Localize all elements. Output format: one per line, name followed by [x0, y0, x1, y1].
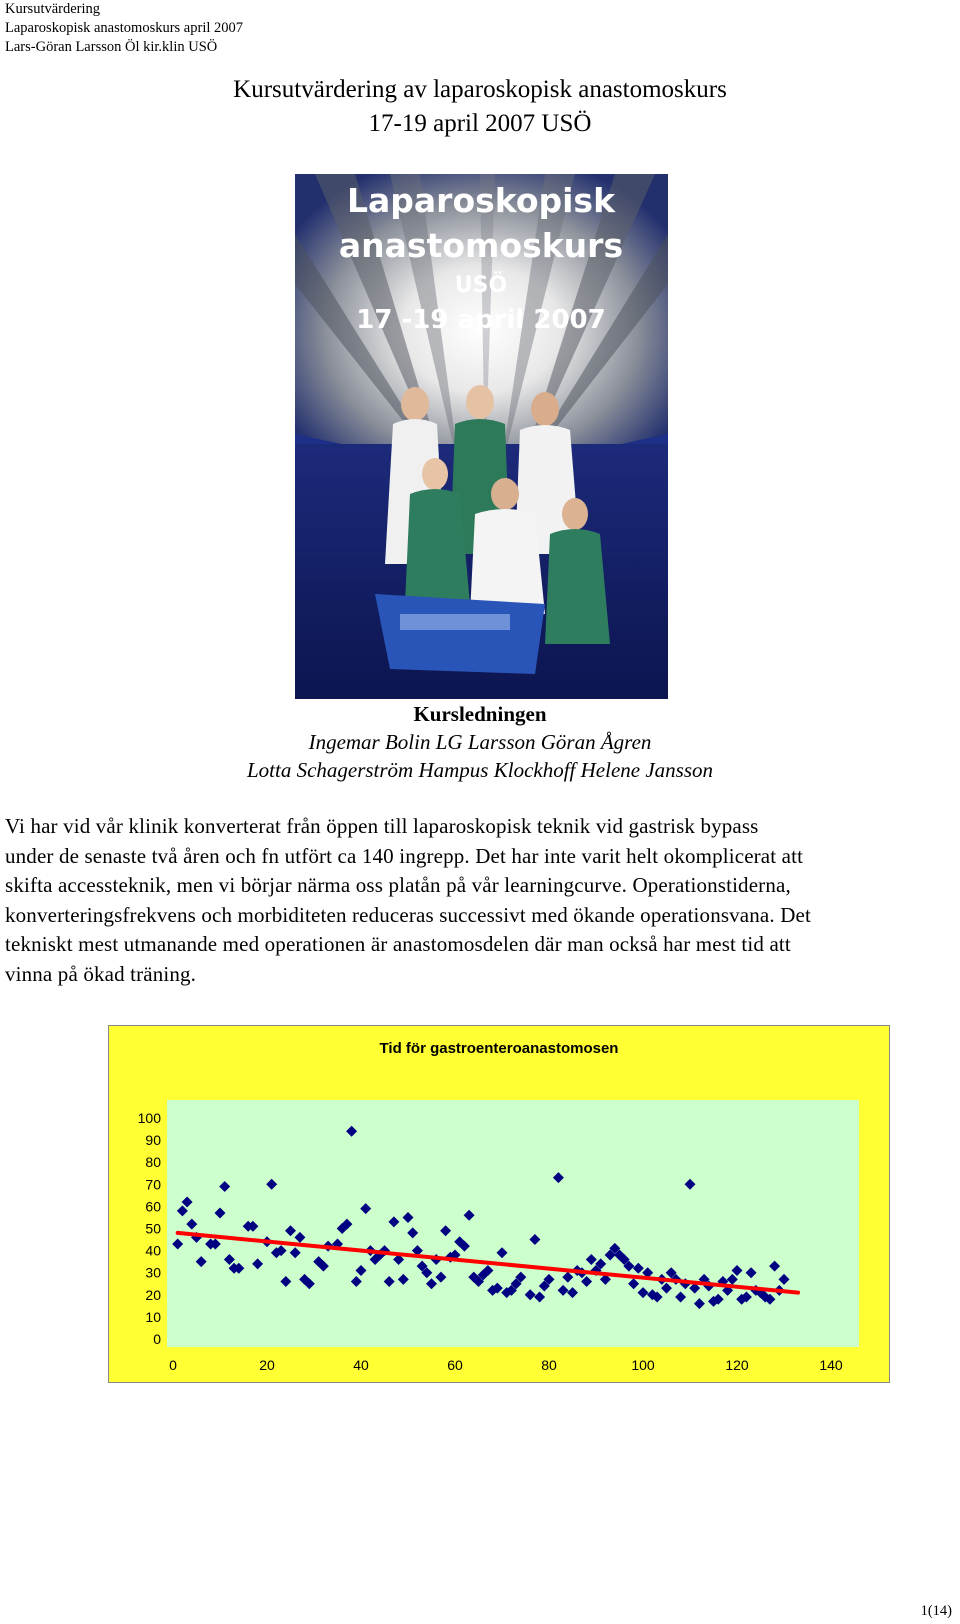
- course-leaders-heading: Kursledningen: [413, 702, 547, 726]
- chart-plot-area: [167, 1100, 859, 1347]
- body-line-5: tekniskt mest utmanande med operationen är anastomosdelen där man också har mest tid att: [5, 932, 791, 956]
- body-line-3: skifta accessteknik, men vi börjar närma oss platån på vår learningcurve. Operationstiderna,: [5, 873, 791, 897]
- poster-location: USÖ: [454, 273, 508, 298]
- body-line-4: konverteringsfrekvens och morbiditeten reduceras successivt med ökande operationsvana. Det: [5, 902, 811, 927]
- course-leaders-names-2: Lotta Schagerström Hampus Klockhoff Helene Jansson: [246, 758, 714, 782]
- anastomosis-time-chart: [108, 1025, 890, 1383]
- title-line-2: 17-19 april 2007 USÖ: [368, 110, 592, 137]
- chart-title: Tid för gastroenteroanastomosen: [379, 1040, 619, 1057]
- chart-svg: [109, 1026, 889, 1382]
- x-tick-label: 140: [819, 1357, 843, 1373]
- x-tick-label: 100: [631, 1357, 655, 1373]
- y-tick-label: 80: [145, 1154, 161, 1171]
- header-line-1: Kursutvärdering: [5, 1, 101, 17]
- body-line-6: vinna på ökad träning.: [5, 961, 197, 986]
- document-title: [0, 73, 960, 141]
- y-tick-label: 70: [145, 1176, 161, 1193]
- x-tick-label: 60: [447, 1357, 463, 1373]
- poster-title-line-1: Laparoskopisk: [346, 181, 616, 220]
- chart-x-axis: [169, 1357, 843, 1373]
- y-tick-label: 100: [137, 1110, 161, 1126]
- body-line-2: under de senaste två åren och fn utfört ca 140 ingrepp. Det har inte varit helt okomplicerat att: [5, 843, 804, 868]
- y-tick-label: 50: [145, 1220, 161, 1237]
- page-number: 1(14): [920, 1603, 952, 1619]
- header-line-2: Laparoskopisk anastomoskurs april 2007: [5, 20, 244, 36]
- x-tick-label: 0: [169, 1357, 177, 1373]
- page-header: [5, 0, 243, 57]
- y-tick-label: 30: [145, 1264, 161, 1281]
- x-tick-label: 40: [353, 1357, 369, 1373]
- y-tick-label: 90: [145, 1132, 161, 1149]
- x-tick-label: 120: [725, 1357, 749, 1373]
- course-leaders-names-1: Ingemar Bolin LG Larsson Göran Ågren: [308, 730, 652, 754]
- y-tick-label: 0: [153, 1331, 161, 1347]
- y-tick-label: 60: [145, 1198, 161, 1215]
- x-tick-label: 80: [541, 1357, 557, 1373]
- poster-title-line-2: anastomoskurs: [338, 226, 624, 265]
- poster-dates: 17 -19 april 2007: [356, 305, 606, 335]
- y-tick-label: 10: [145, 1308, 161, 1325]
- title-line-1: Kursutvärdering av laparoskopisk anastomoskurs: [233, 76, 727, 103]
- body-line-1: Vi har vid vår klinik konverterat från öppen till laparoskopisk teknik vid gastrisk bypass: [5, 814, 759, 838]
- poster-graphic: [295, 174, 668, 699]
- y-tick-label: 40: [145, 1242, 161, 1259]
- x-tick-label: 20: [259, 1357, 275, 1373]
- course-poster: [295, 174, 668, 699]
- course-leaders: [0, 700, 960, 784]
- header-line-3: Lars-Göran Larsson Öl kir.klin USÖ: [5, 39, 218, 55]
- y-tick-label: 20: [145, 1286, 161, 1303]
- chart-y-axis: [138, 1110, 162, 1347]
- body-paragraph: [5, 812, 955, 989]
